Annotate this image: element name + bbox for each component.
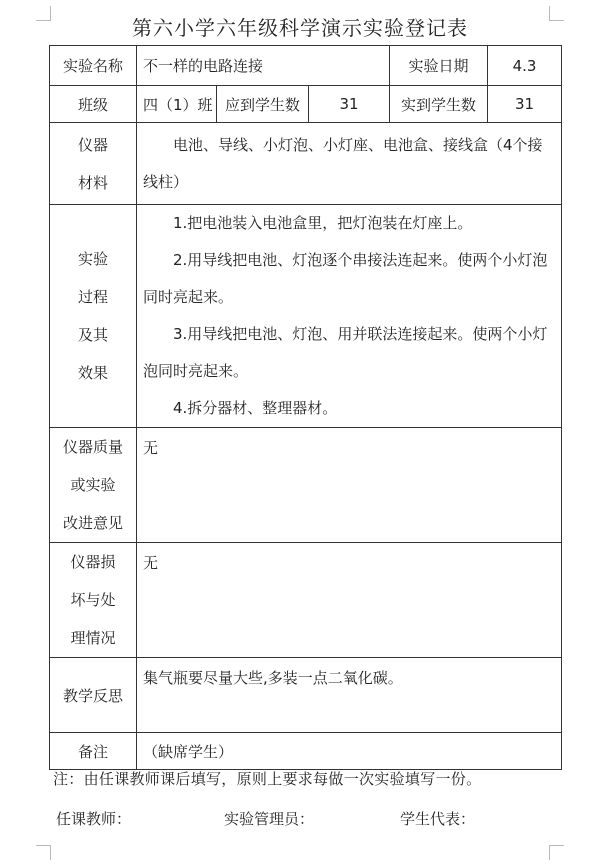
actual-students-label: 实到学生数 <box>390 86 488 123</box>
remarks-value[interactable]: （缺席学生） <box>137 733 562 770</box>
materials-label <box>50 123 137 205</box>
process-step: 1.把电池装入电池盒里，把灯泡装在灯座上。 <box>173 214 473 232</box>
process-step: 2.用导线把电池、灯泡逐个串接法连起来。使两个小灯泡同时亮起来。 <box>143 251 548 306</box>
damage-label-line: 仪器损 <box>70 553 116 571</box>
table-row-class <box>50 86 562 123</box>
footnote: 注：由任课教师课后填写，原则上要求每做一次实验填写一份。 <box>53 770 482 788</box>
experiment-record-table <box>49 45 562 770</box>
quality-label <box>50 428 137 543</box>
reflection-value[interactable]: 集气瓶要尽量大些,多装一点二氧化碳。 <box>137 658 562 733</box>
process-label <box>50 205 137 428</box>
process-label-line: 过程 <box>77 288 108 306</box>
quality-value[interactable]: 无 <box>137 428 562 543</box>
materials-label-line: 材料 <box>77 173 108 192</box>
process-label-line: 效果 <box>77 364 108 382</box>
class-label: 班级 <box>50 86 137 123</box>
manager-signature-label: 实验管理员： <box>224 810 315 828</box>
remarks-label: 备注 <box>50 733 137 770</box>
damage-value[interactable]: 无 <box>137 543 562 658</box>
damage-label-line: 理情况 <box>70 629 116 647</box>
process-step: 3.用导线把电池、灯泡、用并联法连接起来。使两个小灯泡同时亮起来。 <box>143 325 548 380</box>
damage-label <box>50 543 137 658</box>
materials-label-line: 仪器 <box>77 135 108 154</box>
materials-text: 电池、导线、小灯泡、小灯座、电池盒、接线盒（4个接线柱） <box>143 135 543 191</box>
expected-students-label: 应到学生数 <box>217 86 309 123</box>
table-row-damage <box>50 543 562 658</box>
experiment-date-label: 实验日期 <box>390 46 488 86</box>
process-value[interactable] <box>137 205 562 428</box>
actual-students-value[interactable]: 31 <box>488 86 562 123</box>
reflection-label: 教学反思 <box>50 658 137 733</box>
student-rep-signature-label: 学生代表： <box>400 810 476 828</box>
document-title: 第六小学六年级科学演示实验登记表 <box>132 16 468 40</box>
table-row-materials <box>50 123 562 205</box>
table-row-remarks <box>50 733 562 770</box>
materials-value[interactable] <box>137 123 562 205</box>
experiment-date-value[interactable]: 4.3 <box>488 46 562 86</box>
page-corner-mark <box>549 845 564 860</box>
experiment-name-label: 实验名称 <box>50 46 137 86</box>
experiment-name-value[interactable]: 不一样的电路连接 <box>137 46 390 86</box>
expected-students-value[interactable]: 31 <box>309 86 390 123</box>
page-corner-mark <box>36 845 51 860</box>
quality-label-line: 仪器质量 <box>62 438 123 456</box>
process-label-line: 实验 <box>77 250 108 268</box>
table-row-quality <box>50 428 562 543</box>
damage-label-line: 坏与处 <box>70 591 116 609</box>
table-row-process <box>50 205 562 428</box>
process-label-line: 及其 <box>77 326 108 344</box>
class-value[interactable]: 四（1）班 <box>137 86 217 123</box>
teacher-signature-label: 任课教师： <box>56 810 132 828</box>
quality-label-line: 或实验 <box>70 476 116 494</box>
table-row-experiment-name <box>50 46 562 86</box>
table-row-reflection <box>50 658 562 733</box>
quality-label-line: 改进意见 <box>62 514 123 532</box>
process-step: 4.拆分器材、整理器材。 <box>173 399 338 417</box>
